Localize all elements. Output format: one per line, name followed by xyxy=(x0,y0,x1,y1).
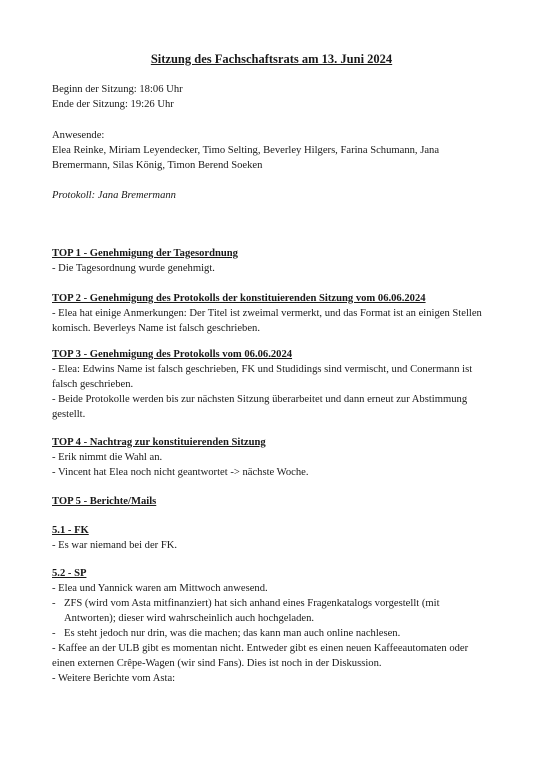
top1-heading: TOP 1 - Genehmigung der Tagesordnung xyxy=(52,248,238,259)
sp-bullet-text: Es steht jedoch nur drin, was die machen; das kann man auch online nachlesen. xyxy=(64,628,401,639)
top5-section xyxy=(52,494,492,509)
sp-line: - Elea und Yannick waren am Mittwoch anwesend. xyxy=(52,583,268,594)
top3-heading: TOP 3 - Genehmigung des Protokolls vom 06.06.2024 xyxy=(52,349,293,360)
protocol-author xyxy=(52,188,492,203)
top3-section xyxy=(52,347,492,422)
attendees-label: Anwesende: xyxy=(52,130,105,141)
sp-bullet-text: ZFS (wird vom Asta mitfinanziert) hat sich anhand eines Fragenkatalogs vorgestellt (mit Antworten); dieser wird wahrscheinlich auch hochgeladen. xyxy=(64,598,440,624)
protocol-author-text: Protokoll: Jana Bremermann xyxy=(52,190,176,201)
sp-heading: 5.2 - SP xyxy=(52,568,87,579)
sp-bullet xyxy=(52,626,492,641)
attendees-names: Elea Reinke, Miriam Leyendecker, Timo Selting, Beverley Hilgers, Farina Schumann, Jana Bremermann, Silas König, Timon Berend Soeken xyxy=(52,145,440,171)
top4-line: - Vincent hat Elea noch nicht geantwortet -> nächste Woche. xyxy=(52,467,309,478)
sp-line: - Kaffee an der ULB gibt es momentan nicht. Entweder gibt es einen neuen Kaffeeautomaten oder einen externen Crêpe-Wagen (wir sind Fans). Dies ist noch in der Diskussion. xyxy=(52,643,469,669)
top4-section xyxy=(52,435,492,480)
session-begin: Beginn der Sitzung: 18:06 Uhr xyxy=(52,84,183,95)
top3-line: - Beide Protokolle werden bis zur nächsten Sitzung überarbeitet und dann erneut zur Abstimmung gestellt. xyxy=(52,394,468,420)
top4-heading: TOP 4 - Nachtrag zur konstituierenden Sitzung xyxy=(52,437,266,448)
page-title: Sitzung des Fachschaftsrats am 13. Juni 2024 xyxy=(150,52,393,66)
top5-heading: TOP 5 - Berichte/Mails xyxy=(52,496,157,507)
top1-section xyxy=(52,246,492,276)
top2-heading: TOP 2 - Genehmigung des Protokolls der konstituierenden Sitzung vom 06.06.2024 xyxy=(52,293,426,304)
fk-heading: 5.1 - FK xyxy=(52,525,89,536)
session-end: Ende der Sitzung: 19:26 Uhr xyxy=(52,99,174,110)
top2-line: - Elea hat einige Anmerkungen: Der Titel ist zweimal vermerkt, und das Format ist an einigen Stellen komisch. Beverleys Name ist falsch geschrieben. xyxy=(52,308,482,334)
top3-line: - Elea: Edwins Name ist falsch geschrieben, FK und Studidings sind vermischt, und Conermann ist falsch geschrieben. xyxy=(52,364,473,390)
sp-line: - Weitere Berichte vom Asta: xyxy=(52,673,176,684)
attendees-section xyxy=(52,128,492,173)
session-times xyxy=(52,82,492,112)
sp-bullet xyxy=(52,596,492,626)
fk-section xyxy=(52,523,492,553)
fk-line: - Es war niemand bei der FK. xyxy=(52,540,178,551)
top2-section xyxy=(52,291,492,336)
bullet-mark: - xyxy=(52,628,56,639)
bullet-mark: - xyxy=(52,598,56,609)
top4-line: - Erik nimmt die Wahl an. xyxy=(52,452,163,463)
sp-section xyxy=(52,566,492,686)
top1-line: - Die Tagesordnung wurde genehmigt. xyxy=(52,263,215,274)
